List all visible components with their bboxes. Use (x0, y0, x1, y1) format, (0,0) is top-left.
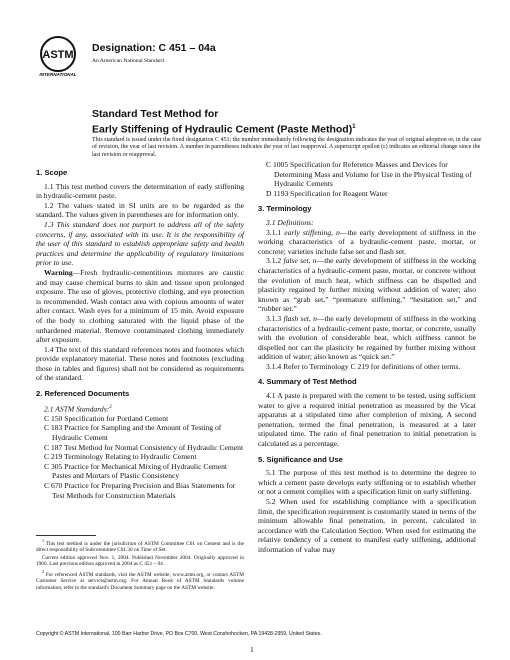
para-5-1: 5.1 The purpose of this test method is to determine the degree to which a cement paste develops early stiffening or to establish whether or not a cement complies with a specification limit on early stiffening. (258, 468, 476, 497)
astm-logo-icon (36, 34, 80, 78)
left-column (36, 162, 244, 500)
section-heading-scope: 1. Scope (36, 168, 68, 177)
page-number: 1 (250, 645, 254, 654)
para-1-4: 1.4 The text of this standard references notes and footnotes which provide explanatory material. These notes and footnotes (excluding those in tables and figures) shall not be considered as requirements of the standard. (36, 344, 244, 383)
footnote-divider (36, 535, 96, 536)
footnote-1: $^1$ This test method is under the jurisdiction of ASTM Committee C01 on Cement and is the direct responsibility of Subcommittee C01.30 on Time of Set. (36, 538, 244, 554)
ref-item: C 219 Terminology Relating to Hydraulic Cement (44, 452, 197, 462)
copyright-line: Copyright © ASTM International, 100 Barr Harbor Drive, PO Box C700, West Conshohocken, PA 19428-2959, United States. (36, 631, 322, 637)
para-warning: Warning—Fresh hydraulic-cementitious mixtures are caustic and may cause chemical burns to skin and tissue upon prolonged exposure. The use of gloves, protective clothing, and eye protection is recommended. Wash contact area with copious amounts of water after contact. Wash eyes for a minimum of 15 min. Avoid exposure of the body to clothing saturated with the liquid phase of the unhardened material. Remove contaminated clothing immediately after exposure. (36, 267, 244, 345)
title-block (92, 108, 452, 137)
ref-item: C 150 Specification for Portland Cement (44, 413, 169, 423)
para-1-2: 1.2 The values stated in SI units are to be regarded as the standard. The values given in parentheses are for information only. (36, 200, 244, 220)
section-heading-summary: 4. Summary of Test Method (258, 377, 357, 387)
para-4-1: 4.1 A paste is prepared with the cement to be tested, using sufficient water to give a required initial penetration as measured by the Vicat apparatus at a stipulated time after completion of mixing. A second penetration, termed the final penetration, is measured at a later stipulated time. The ratio of final penetration to initial penetration is calculated as a percentage. (258, 391, 476, 449)
svg-text:ASTM: ASTM (42, 49, 74, 61)
ref-item: C 1005 Specification for Reference Masses and Devices for Determining Mass and Volume for Use in the Physical Testing of Hydraulic Cements (266, 160, 472, 189)
section-heading-significance: 5. Significance and Use (258, 454, 343, 464)
para-2-1: 2.1 ASTM Standards:$^2$ (44, 404, 112, 414)
footnote-2: $^2$ For referenced ASTM standards, visit the ASTM website, www.astm.org, or contact ASTM Customer Service at service@astm.org. For Annual Book of ASTM Standards volume information, refer to the standard's Document Summary page on the ASTM website. (36, 568, 244, 591)
para-3-1-3: 3.1.3 flash set, n—the early development of stiffness in the working characteristics of a hydraulic-cement paste, mortar, or concrete, usually with the evolution of considerable heat, which stiffness cannot be dispelled nor can the plasticity be regained by further mixing without addition of water; also known as “quick set.” (258, 313, 476, 362)
section-heading-terminology: 3. Terminology (258, 204, 312, 214)
ref-item: D 1193 Specification for Reagent Water (266, 188, 388, 198)
title-line-2: Early Stiffening of Hydraulic Cement (Paste Method)$^1$ (92, 123, 356, 136)
para-1-3: 1.3 This standard does not purport to address all of the safety concerns, if any, associated with its use. It is the responsibility of the user of this standard to establish appropriate safety and health practices and determine the applicability of regulatory limitations prior to use. (36, 219, 244, 268)
para-3-1: 3.1 Definitions: (266, 217, 314, 227)
ref-item: C 187 Test Method for Normal Consistency of Hydraulic Cement (44, 442, 244, 452)
footnotes (36, 538, 244, 592)
standard-issuance-note: This standard is issued under the fixed designation C 451; the number immediately following the designation indicates the year of original adoption or, in the case of revision, the year of last revision. A number in parentheses indicates the year of last reapproval. A superscript epsilon (ε) indicates an editorial change since the last revision or reapproval. (92, 137, 482, 158)
para-1-1: 1.1 This test method covers the determination of early stiffening in hydraulic-cement paste. (36, 181, 244, 201)
ref-item: C 305 Practice for Mechanical Mixing of Hydraulic Cement Pastes and Mortars of Plastic Consistency (44, 461, 228, 481)
footnote-1-edition: Current edition approved Nov. 1, 2004. Published November 2004. Originally approved in 1960. Last previous edition approved in 2004 as C 451 – 04. (36, 554, 244, 568)
ref-item: C 670 Practice for Preparing Precision and Bias Statements for Test Methods for Construction Materials (44, 480, 236, 500)
para-5-2: 5.2 When used for establishing compliance with a specification limit, the specification requirement is customarily stated in terms of the minimum allowable final penetration, in percent, calculated in accordance with the Calculation Section. When used for estimating the relative tendency of a cement to manifest early stiffening, additional information of value may (258, 497, 476, 554)
para-3-1-1: 3.1.1 early stiffening, n—the early development of stiffness in the working characteristics of a hydraulic-cement paste, mortar, or concrete; varieties include false set and flash set. (258, 227, 476, 256)
designation: Designation: C 451 – 04a (92, 42, 216, 54)
svg-text:INTERNATIONAL: INTERNATIONAL (39, 72, 77, 77)
title-line-1: Standard Test Method for (92, 108, 219, 120)
ref-item: C 183 Practice for Sampling and the Amount of Testing of Hydraulic Cement (44, 423, 222, 442)
para-3-1-2: 3.1.2 false set, n—the early development of stiffness in the working characteristics of a hydraulic-cement paste, mortar, or concrete without the evolution of much heat, which stiffness can be dispelled and plasticity regained by further mixing without addition of water; also known as “grab set,” “premature stiffening,” “hesitation set,” and “rubber set.” (258, 256, 476, 314)
ans-notice: An American National Standard (92, 58, 164, 64)
para-3-1-4: 3.1.4 Refer to Terminology C 219 for definitions of other terms. (266, 361, 461, 371)
section-heading-referenced-documents: 2. Referenced Documents (36, 389, 130, 399)
right-column (258, 160, 476, 555)
